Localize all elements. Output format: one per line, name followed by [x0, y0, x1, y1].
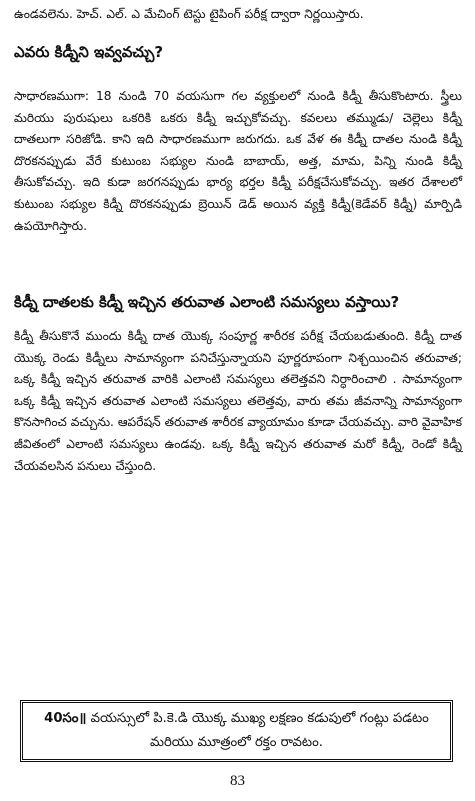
callout-box: [20, 700, 453, 762]
paragraph-donors: సాధారణముగా: 18 నుండి 70 వయసుగా గల వ్యక్తులలో నుండి కిడ్నీ తీసుకొంటారు. స్త్రీలు మరియు పురుషులు ఒకరికి ఒకరు కిడ్నీ ఇచ్చుకోవచ్చు. కవలలు తమ్ముడు/ చెల్లెలు కిడ్నీ దాతలుగా సరిజోడి. కాని ఇది సాధారణముగా జరుగదు. ఒక వేళ ఈ కిడ్నీ దాతల నుండి కిడ్నీ దొరకనప్పుడు వేరే కుటుంబ సభ్యుల నుండి బాబాయ్, అత్త, మామ, పిన్ని నుండి కిడ్నీ తీసుకోవచ్చు. ఇది కుడా జరగనప్పుడు భార్య భర్తల కిడ్నీ పరీక్షచేసుకోవచ్చు. ఇతర దేశాలలో కుటుంబ సభ్యుల కిడ్నీ దొరకనప్పుడు బ్రెయిన్ డెడ్ అయిన వ్యక్తి కిడ్నీ(కెడేవర్ కిడ్నీ) మార్పిడి ఉపయోగిస్తారు.: [14, 89, 462, 233]
callout-text: [37, 707, 436, 755]
callout-body: వయస్సులో పి.కె.డి యొక్క ముఖ్య లక్షణం కడుపులో గంట్లు పడటం మరియు మూత్రంలో రక్తం రావటం.: [86, 711, 429, 750]
callout-age: 40సం॥: [44, 711, 87, 726]
heading-who-can-donate: ఎవరు కిడ్నీని ఇవ్వవచ్చు?: [14, 43, 164, 61]
page-number: 83: [230, 773, 245, 789]
heading-donor-problems: కిడ్నీ దాతలకు కిడ్నీ ఇచ్చిన తరువాత ఎలాంటి సమస్యలు వస్తాయి?: [14, 293, 400, 311]
intro-line: ఉండవలెను. హెచ్. ఎల్. ఎ మేచింగ్ టెస్టు టైపింగ్ పరీక్ష ద్వారా నిర్ణయిస్తారు.: [14, 7, 364, 21]
paragraph-after-donation: కిడ్నీ తీసుకొనే ముందు కిడ్నీ దాత యొక్క సంపూర్ణ శారీరక పరీక్ష చేయబడుతుంది. కిడ్నీ దాత యొక్క రెండు కిడ్నీలు సామాన్యంగా పనిచేస్తున్నాయని పూర్ణరూపంగా నిశ్చయించిన తరువాత; ఒక్క కిడ్నీ ఇచ్చిన తరువాత వారికి ఎలాంటి సమస్యలు తలెత్తవని నిర్ధారించాలి . సామాన్యంగా ఒక్క కిడ్నీ ఇచ్చిన తరువాత ఎలాంటి సమస్యలు తలెత్తవు, వారు తమ జీవనాన్ని సామాన్యంగా కొనసాగించ వచ్చును. ఆపరేషన్ తరువాత శారీరక వ్యాయామం కూడా చేయవచ్చు. వారి వైవాహిక జీవితంలో ఎలాంటి సమస్యలు ఉండవు. ఒక్క కిడ్నీ ఇచ్చిన తరువాత మరో కిడ్నీ, రెండో కిడ్నీ చేయవలసిన పనులు చేస్తుంది.: [14, 329, 462, 473]
